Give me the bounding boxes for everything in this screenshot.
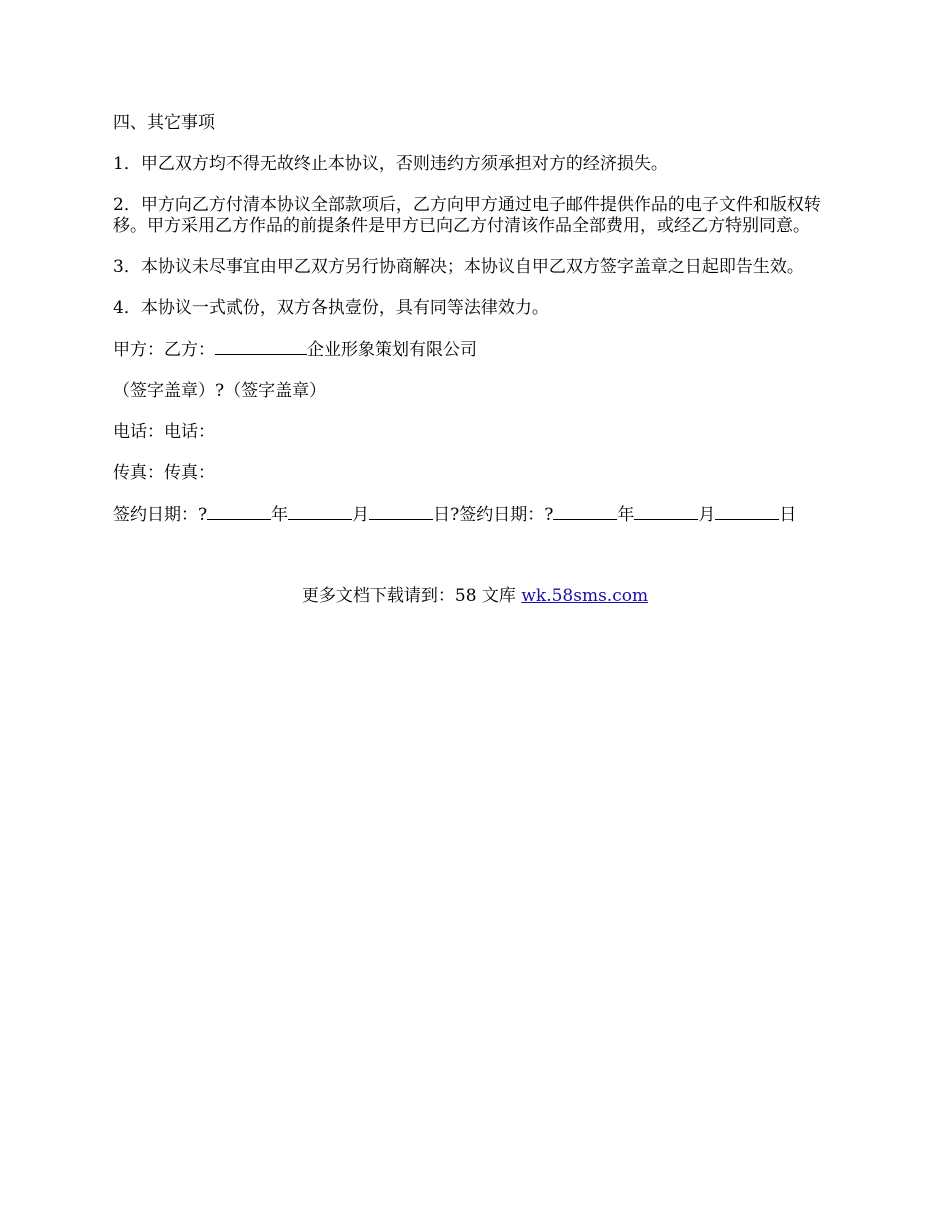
fax-line: 传真：传真： [113, 463, 215, 483]
month-label-b: 月 [698, 505, 716, 525]
date-line [113, 504, 838, 526]
download-footer [0, 586, 950, 607]
clause-1: 1．甲乙双方均不得无故终止本协议，否则违约方须承担对方的经济损失。 [113, 154, 668, 174]
footer-text: 更多文档下载请到：58 文库 [301, 586, 522, 606]
day-blank-a [369, 504, 433, 520]
seal-line: （签字盖章）?（签字盖章） [113, 381, 327, 401]
footer-link[interactable]: wk.58sms.com [521, 586, 649, 606]
parties-prefix: 甲方：乙方： [113, 340, 215, 360]
day-label-a: 日?签约日期：? [433, 505, 554, 525]
document-body [113, 113, 838, 546]
year-blank-a [207, 504, 271, 520]
clause-4: 4．本协议一式贰份，双方各执壹份，具有同等法律效力。 [113, 298, 549, 318]
section-heading: 四、其它事项 [113, 113, 215, 133]
month-blank-b [634, 504, 698, 520]
day-label-b: 日 [779, 505, 797, 525]
parties-line [113, 339, 838, 361]
phone-line: 电话：电话： [113, 422, 215, 442]
clause-3: 3．本协议未尽事宜由甲乙双方另行协商解决；本协议自甲乙双方签字盖章之日起即告生效。 [113, 257, 804, 277]
year-blank-b [553, 504, 617, 520]
clause-2: 2．甲方向乙方付清本协议全部款项后，乙方向甲方通过电子邮件提供作品的电子文件和版权转移。甲方采用乙方作品的前提条件是甲方已向乙方付清该作品全部费用，或经乙方特别同意。 [113, 195, 821, 236]
day-blank-b [715, 504, 779, 520]
month-blank-a [288, 504, 352, 520]
year-label-a: 年 [271, 505, 289, 525]
date-label-a: 签约日期：? [113, 505, 208, 525]
year-label-b: 年 [617, 505, 635, 525]
company-name: 企业形象策划有限公司 [307, 340, 477, 360]
company-name-blank [215, 339, 307, 355]
month-label-a: 月 [352, 505, 370, 525]
